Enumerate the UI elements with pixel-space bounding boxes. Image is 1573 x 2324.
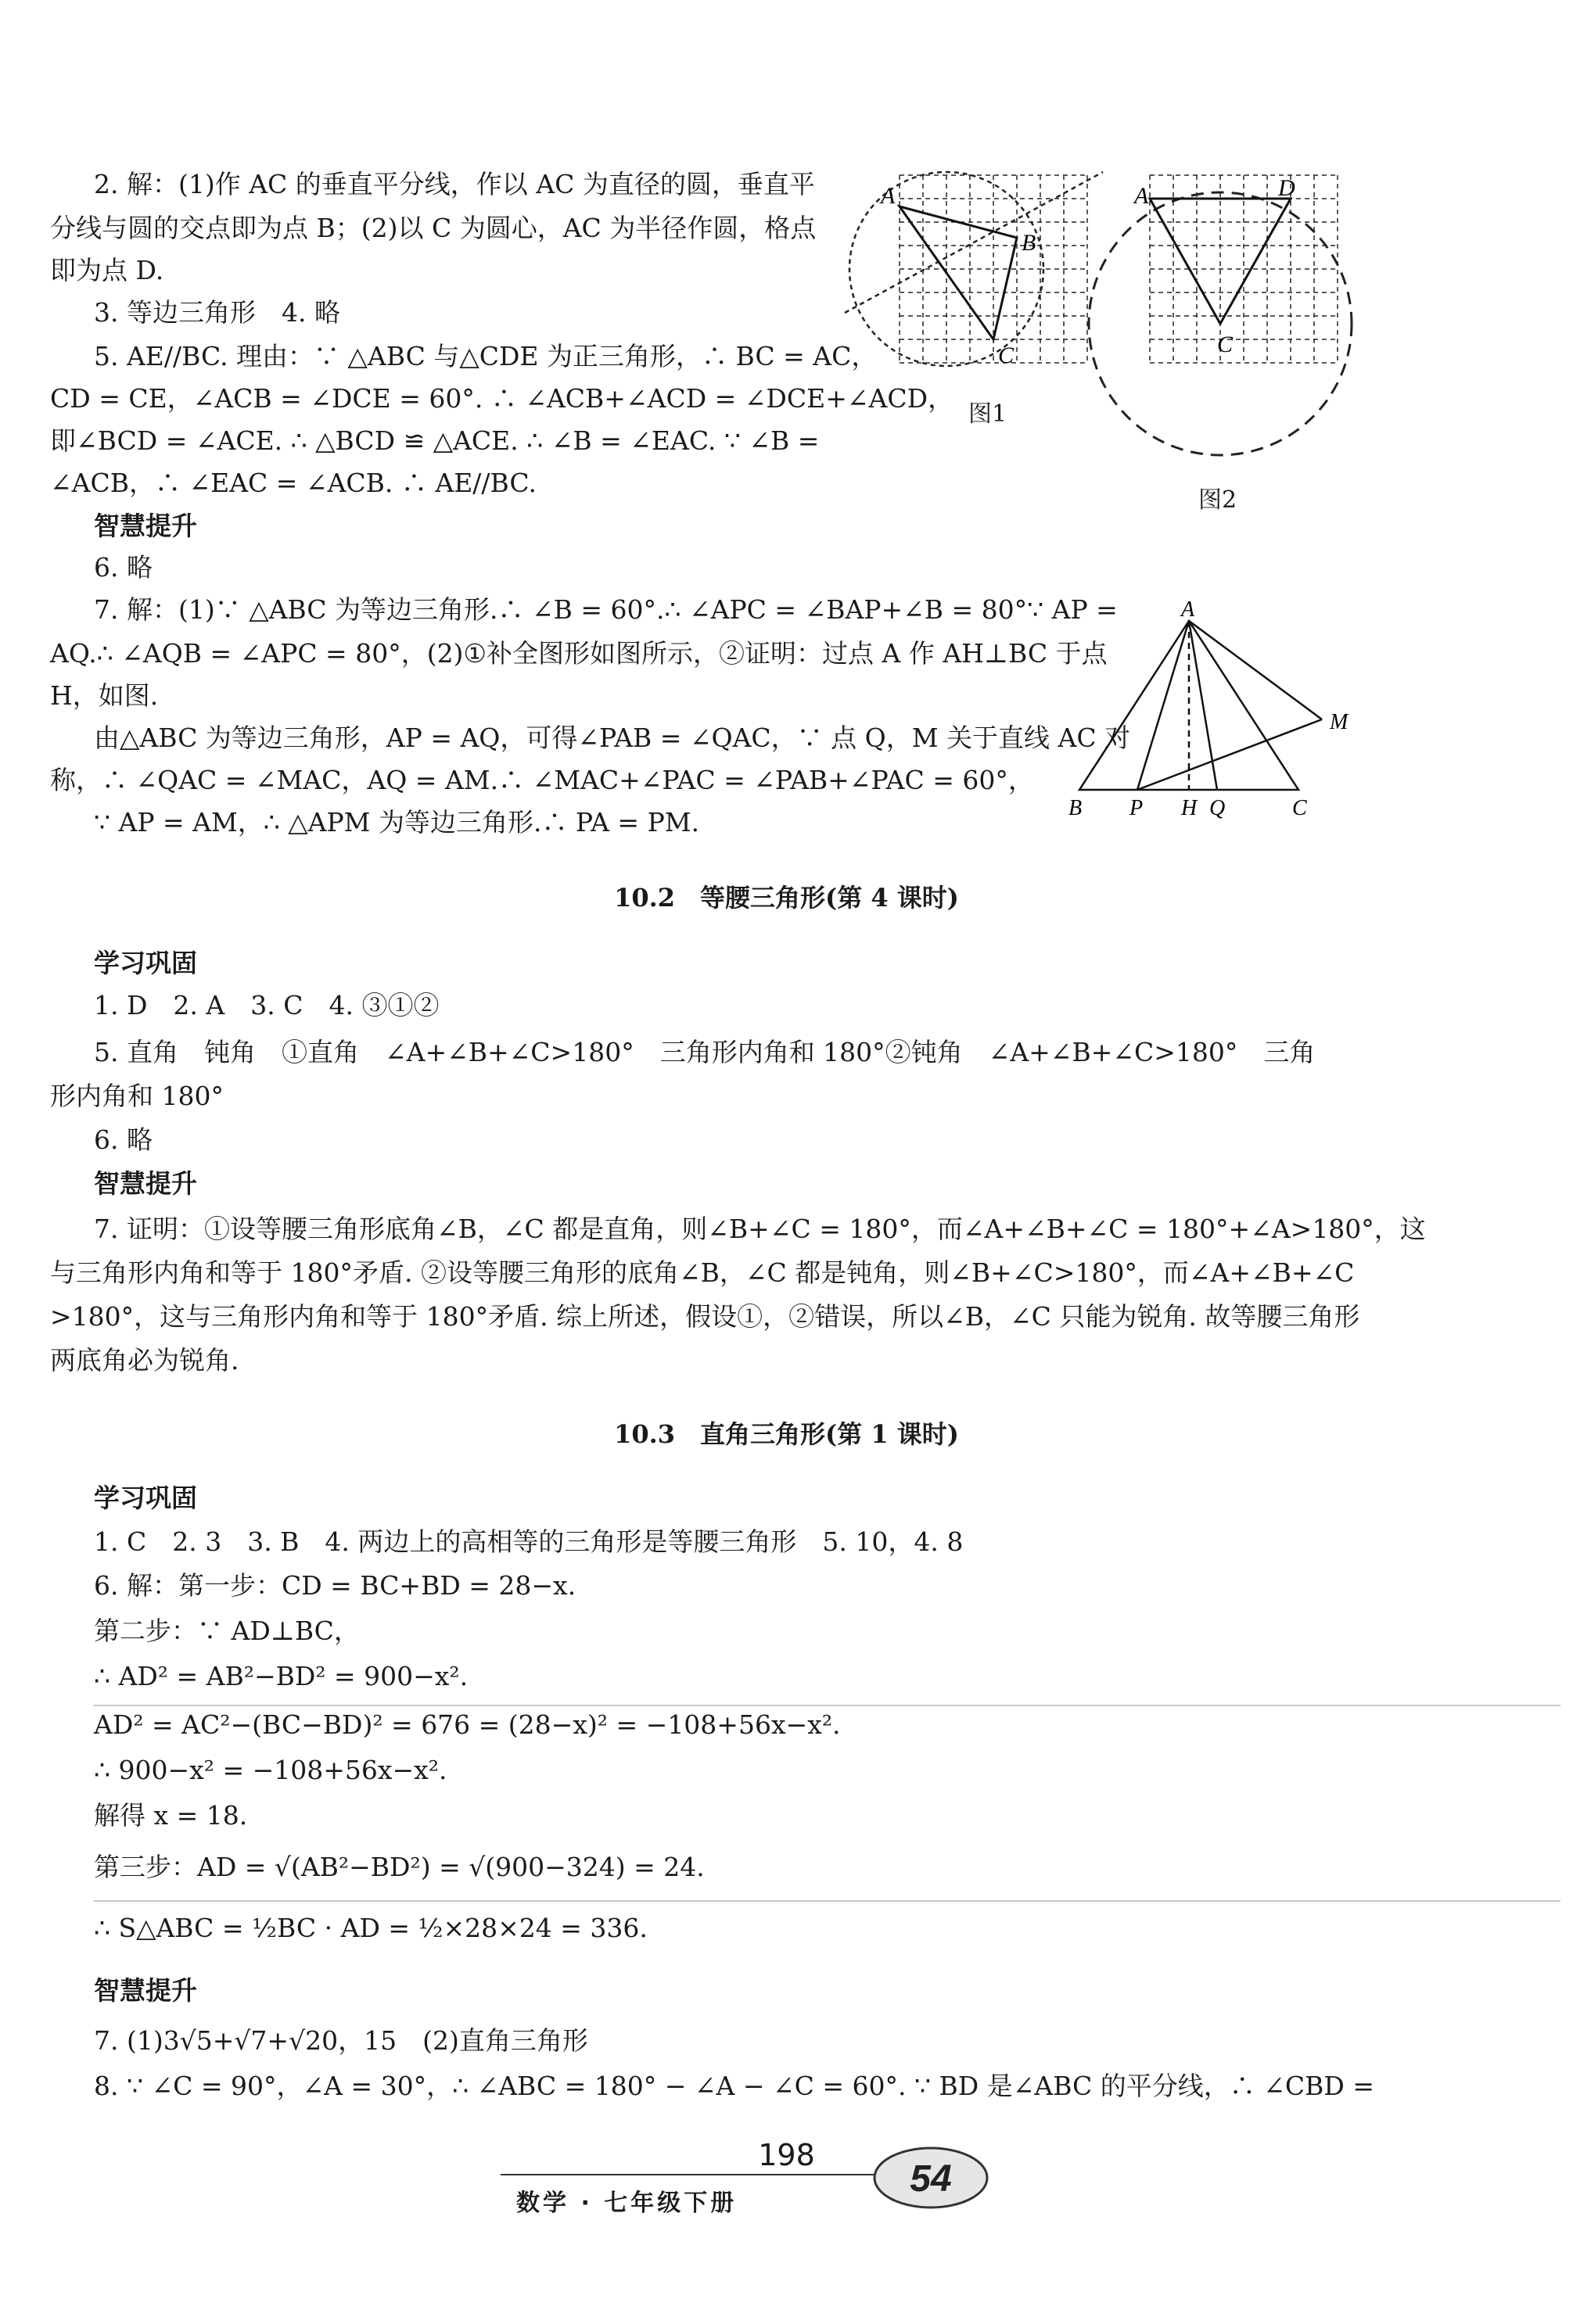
point-label: Q — [1209, 796, 1226, 820]
text-line: 5. AE//BC. 理由：∵ △ABC 与△CDE 为正三角形，∴ BC = AC， — [94, 341, 878, 371]
figure-caption: 图1 — [968, 400, 1007, 428]
point-label: D — [1278, 175, 1295, 201]
point-label: A — [881, 183, 896, 209]
point-label: C — [1217, 332, 1234, 357]
text-line: 第三步：AD = √(AB²−BD²) = √(900−324) = 24. — [94, 1852, 705, 1882]
text-line: ∴ S△ABC = ½BC · AD = ½×28×24 = 336. — [94, 1913, 648, 1943]
text-line: ∠ACB，∴ ∠EAC = ∠ACB. ∴ AE//BC. — [50, 468, 537, 498]
point-label: B — [1022, 230, 1036, 256]
point-label: A — [1181, 597, 1195, 622]
section-heading: 智慧提升 — [94, 1975, 197, 2006]
text-line: 6. 略 — [94, 552, 153, 583]
text-line: ∴ AD² = AB²−BD² = 900−x². — [94, 1661, 469, 1691]
logo-text: 54 — [910, 2158, 952, 2200]
page-number: 198 — [758, 2138, 815, 2172]
text-line: CD = CE，∠ACB = ∠DCE = 60°. ∴ ∠ACB+∠ACD = ∠DCE+∠ACD， — [50, 383, 954, 414]
text-line: H，如图. — [50, 680, 159, 711]
point-label: B — [1068, 796, 1083, 820]
point-label: M — [1330, 710, 1349, 734]
footer-divider — [501, 2174, 892, 2175]
text-line: 7. 解：(1)∵ △ABC 为等边三角形.∴ ∠B = 60°.∴ ∠APC = ∠BAP+∠B = 80°∵ AP = — [94, 594, 1118, 625]
section-heading: 智慧提升 — [94, 511, 197, 541]
text-line: 3. 等边三角形 4. 略 — [94, 297, 340, 328]
logo-54 — [868, 2143, 993, 2213]
section-heading: 学习巩固 — [94, 1483, 197, 1513]
text-line: 6. 略 — [94, 1124, 153, 1155]
text-line: ∴ 900−x² = −108+56x−x². — [94, 1755, 447, 1785]
text-line: AQ.∴ ∠AQB = ∠APC = 80°，(2)①补全图形如图所示，②证明：过点 A 作 AH⊥BC 于点 — [50, 638, 1108, 669]
text-line: 两底角必为锐角. — [50, 1345, 239, 1375]
text-line: 即∠BCD = ∠ACE. ∴ △BCD ≌ △ACE. ∴ ∠B = ∠EAC. ∵ ∠B = — [50, 425, 820, 456]
text-line: 第二步：∵ AD⊥BC， — [94, 1616, 360, 1646]
section-heading: 智慧提升 — [94, 1168, 197, 1199]
text-line: 即为点 D. — [50, 255, 164, 285]
text-line: 称，∴ ∠QAC = ∠MAC，AQ = AM.∴ ∠MAC+∠PAC = ∠PAB+∠PAC = 60°， — [50, 765, 1034, 795]
text-line: 由△ABC 为等边三角形，AP = AQ，可得∠PAB = ∠QAC，∵ 点 Q，M 关于直线 AC 对 — [94, 723, 1131, 753]
point-label: C — [998, 343, 1015, 368]
text-line: 5. 直角 钝角 ①直角 ∠A+∠B+∠C>180° 三角形内角和 180°②钝角 ∠A+∠B+∠C>180° 三角 — [94, 1037, 1316, 1067]
figure-2 — [1064, 156, 1361, 500]
text-line: 解得 x = 18. — [94, 1800, 248, 1831]
text-line: 7. 证明：①设等腰三角形底角∠B，∠C 都是直角，则∠B+∠C = 180°，而∠A+∠B+∠C = 180°+∠A>180°，这 — [94, 1214, 1426, 1244]
point-label: P — [1129, 796, 1144, 820]
text-line: 7. (1)3√5+√7+√20，15 (2)直角三角形 — [94, 2025, 588, 2056]
book-title: 数学 · 七年级下册 — [516, 2190, 738, 2217]
text-line: 6. 解：第一步：CD = BC+BD = 28−x. — [94, 1570, 576, 1601]
text-line: 2. 解：(1)作 AC 的垂直平分线，作以 AC 为直径的圆，垂直平 — [94, 169, 815, 199]
divider — [94, 1900, 1560, 1902]
point-label: C — [1292, 796, 1307, 820]
text-line: AD² = AC²−(BC−BD)² = 676 = (28−x)² = −108+56x−x². — [94, 1709, 841, 1740]
text-line: 形内角和 180° — [50, 1081, 224, 1111]
text-line: 1. D 2. A 3. C 4. ③①② — [94, 990, 440, 1020]
section-title: 10.2 等腰三角形(第 4 课时) — [614, 883, 959, 913]
text-line: 8. ∵ ∠C = 90°，∠A = 30°，∴ ∠ABC = 180° − ∠A − ∠C = 60°. ∵ BD 是∠ABC 的平分线，∴ ∠CBD = — [94, 2071, 1375, 2101]
section-title: 10.3 直角三角形(第 1 课时) — [614, 1419, 959, 1449]
point-label: A — [1134, 183, 1149, 209]
text-line: 与三角形内角和等于 180°矛盾. ②设等腰三角形的底角∠B，∠C 都是钝角，则∠B+∠C>180°，而∠A+∠B+∠C — [50, 1257, 1355, 1288]
section-heading: 学习巩固 — [94, 948, 197, 978]
figure-caption: 图2 — [1198, 486, 1237, 514]
text-line: >180°，这与三角形内角和等于 180°矛盾. 综上所述，假设①，②错误，所以∠B，∠C 只能为锐角. 故等腰三角形 — [50, 1301, 1360, 1332]
figure-3 — [1064, 594, 1392, 829]
point-label: H — [1181, 796, 1198, 820]
text-line: 分线与圆的交点即为点 B；(2)以 C 为圆心，AC 为半径作圆，格点 — [50, 213, 817, 243]
text-line: ∵ AP = AM，∴ △APM 为等边三角形.∴ PA = PM. — [94, 807, 700, 837]
text-line: 1. C 2. 3 3. B 4. 两边上的高相等的三角形是等腰三角形 5. 10，4. 8 — [94, 1526, 964, 1557]
